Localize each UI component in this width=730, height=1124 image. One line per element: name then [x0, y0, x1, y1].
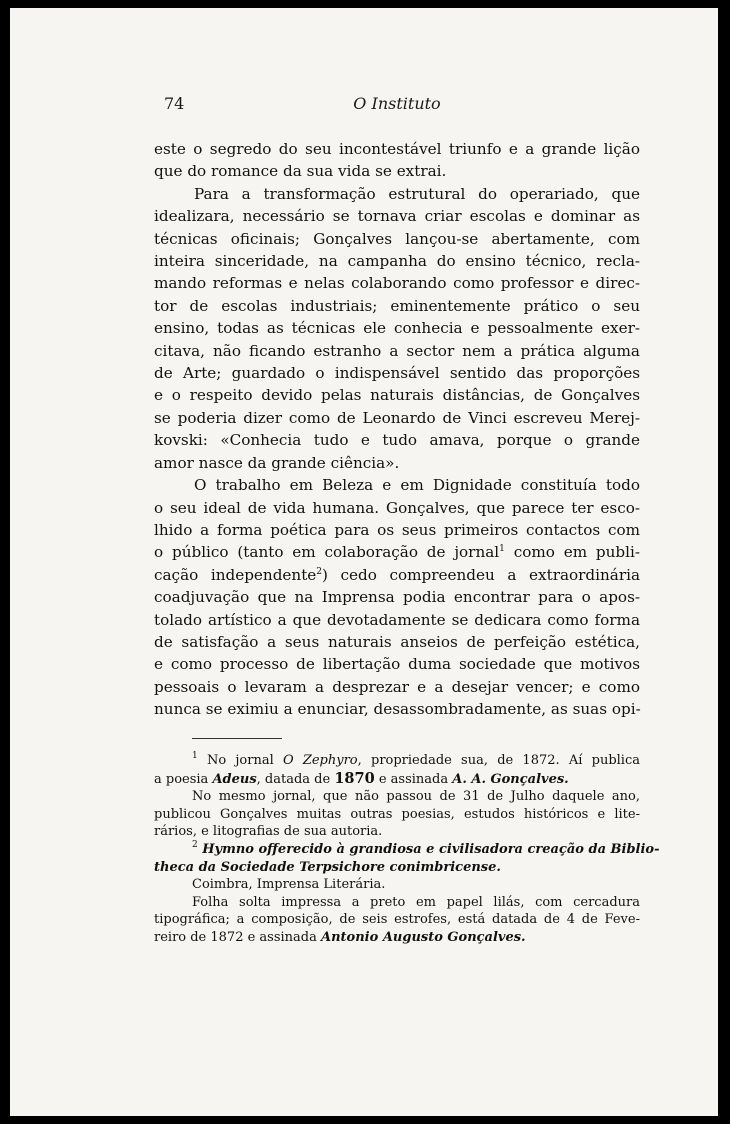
- text-run: A. A. Gonçalves.: [452, 771, 569, 787]
- text-line: ensino, todas as técnicas ele conhecia e pessoalmente exer-: [154, 319, 640, 338]
- text-run: o público (tanto em colaboração de jornal: [154, 543, 500, 562]
- text-run: ) cedo compreendeu a extraordinária: [322, 565, 641, 584]
- text-run: Antonio Augusto Gonçalves.: [321, 929, 526, 945]
- footnote-ref-2[interactable]: 2: [316, 566, 323, 577]
- text-line: técnicas oficinais; Gonçalves lançou-se abertamente, com: [154, 229, 640, 248]
- text-line: e como processo de libertação duma sociedade que motivos: [154, 655, 640, 674]
- footnotes: [154, 751, 660, 947]
- text-line: [154, 564, 640, 586]
- footnote-line: rários, e litografias de sua autoria.: [154, 824, 383, 840]
- text-run: e assinada: [374, 771, 453, 787]
- text-line: kovski: «Conhecia tudo e tudo amava, porque o grande: [154, 431, 640, 450]
- text-line: de Arte; guardado o indispensável sentido das proporções: [154, 364, 640, 383]
- footnote-separator: [192, 738, 282, 739]
- footnote-line: [154, 859, 640, 877]
- text-run: , datada de: [256, 771, 335, 787]
- text-run: 1870: [334, 769, 375, 787]
- text-run: No jornal: [197, 753, 283, 768]
- page-number: 74: [164, 94, 185, 113]
- text-line: de satisfação a seus naturais anseios de perfeição estética,: [154, 632, 640, 651]
- footnote-line: Coimbra, Imprensa Literária.: [192, 877, 386, 893]
- text-line: o seu ideal de vida humana. Gonçalves, que parece ter esco-: [154, 498, 640, 517]
- footnote-ref-1[interactable]: 1: [499, 544, 505, 555]
- text-line: inteira sinceridade, na campanha do ensino técnico, recla-: [154, 252, 640, 271]
- text-line: [154, 541, 640, 563]
- text-run: a poesia: [154, 771, 213, 787]
- text-line: este o segredo do seu incontestável triunfo e a grande lição: [154, 140, 640, 158]
- text-line: O trabalho em Beleza e em Dignidade constituía todo: [194, 476, 640, 495]
- text-line: mando reformas e nelas colaborando como professor e direc-: [154, 274, 640, 293]
- footnote-mark: 1: [192, 751, 198, 761]
- footnote-mark: 2: [192, 839, 198, 850]
- text-line: amor nasce da grande ciência».: [154, 453, 400, 472]
- text-line: e o respeito devido pelas naturais distâncias, de Gonçalves: [154, 386, 640, 405]
- text-line: Para a transformação estrutural do operariado, que: [194, 184, 640, 203]
- footnote-line: [154, 770, 640, 789]
- text-line: citava, não ficando estranho a sector nem a prática alguma: [154, 341, 640, 360]
- text-line: que do romance da sua vida se extrai.: [154, 162, 447, 181]
- text-run: theca da Sociedade Terpsichore conimbricense.: [154, 859, 501, 875]
- text-line: tolado artístico a que devotadamente se dedicara como forma: [154, 610, 640, 629]
- text-line: se poderia dizer como de Leonardo de Vinci escreveu Merej-: [154, 408, 640, 427]
- text-line: tor de escolas industriais; eminentemente prático o seu: [154, 296, 640, 315]
- body-text: [154, 138, 640, 721]
- paragraph-1: [154, 138, 640, 183]
- footnote-2: [154, 839, 660, 859]
- running-title: O Instituto: [353, 94, 441, 113]
- footnote-line: [154, 929, 640, 947]
- text-line: lhido a forma poética para os seus primeiros contactos com: [154, 520, 640, 539]
- footnote-line: Folha solta impressa a preto em papel lilás, com cercadura: [192, 894, 640, 910]
- paragraph-2: [154, 183, 640, 474]
- text-line: nunca se eximiu a enunciar, desassombradamente, as suas opi-: [154, 700, 641, 719]
- text-line: idealizara, necessário se tornava criar escolas e dominar as: [154, 207, 640, 226]
- footnote-line: tipográfica; a composição, de seis estrofes, está datada de 4 de Feve-: [154, 912, 640, 928]
- text-run: O Zephyro: [282, 753, 358, 768]
- footnote-1: [154, 752, 640, 770]
- text-run: , propriedade sua, de 1872. Aí publica: [357, 753, 640, 768]
- text-run: Adeus: [212, 771, 257, 787]
- text-line: coadjuvação que na Imprensa podia encontrar para o apos-: [154, 588, 640, 607]
- paragraph-3: [154, 474, 640, 720]
- footnote-line: No mesmo jornal, que não passou de 31 de Julho daquele ano,: [192, 789, 640, 805]
- text-line: pessoais o levaram a desprezar e a desejar vencer; e como: [154, 677, 640, 696]
- text-run: como em publi-: [504, 543, 640, 562]
- footnote-line: publicou Gonçalves muitas outras poesias, estudos históricos e lite-: [154, 806, 640, 822]
- text-run: reiro de 1872 e assinada: [154, 929, 322, 945]
- text-run: Hymno offerecido à grandiosa e civilisadora creação da Biblio-: [197, 841, 660, 857]
- page-header: [154, 94, 640, 118]
- text-run: cação independente: [154, 565, 317, 584]
